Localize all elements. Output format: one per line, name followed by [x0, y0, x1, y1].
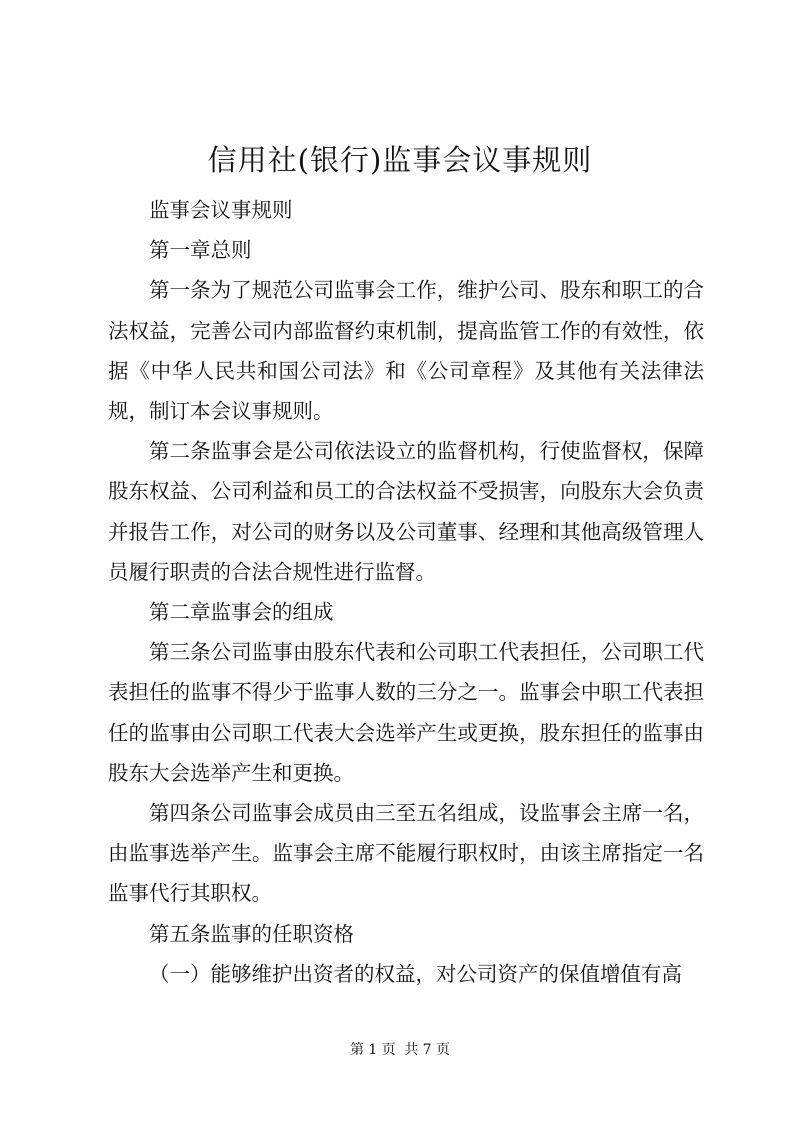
- page-number: 第 1 页: [349, 1042, 396, 1058]
- paragraph-article-5-item-1: （一）能够维护出资者的权益，对公司资产的保值增值有高: [149, 961, 682, 986]
- page-footer: [0, 1040, 800, 1060]
- page-total: 共 7 页: [404, 1042, 451, 1058]
- paragraph-article-5-heading: 第五条监事的任职资格: [149, 921, 354, 946]
- paragraph-chapter-1-heading: 第一章总则: [149, 238, 252, 263]
- paragraph-doc-subtitle: 监事会议事规则: [149, 198, 293, 222]
- paragraph-article-4: 第四条公司监事会成员由三至五名组成，设监事会主席一名，由监事选举产生。监事会主席不能履行职权时，由该主席指定一名监事代行其职权。: [108, 801, 704, 906]
- paragraph-article-1: 第一条为了规范公司监事会工作，维护公司、股东和职工的合法权益，完善公司内部监督约束机制，提高监管工作的有效性，依据《中华人民共和国公司法》和《公司章程》及其他有关法律法规，制订本会议事规则。: [108, 278, 704, 424]
- paragraph-article-2: 第二条监事会是公司依法设立的监督机构，行使监督权，保障股东权益、公司利益和员工的合法权益不受损害，向股东大会负责并报告工作，对公司的财务以及公司董事、经理和其他高级管理人员履行职责的合法合规性进行监督。: [108, 439, 704, 584]
- paragraph-article-3: 第三条公司监事由股东代表和公司职工代表担任，公司职工代表担任的监事不得少于监事人数的三分之一。监事会中职工代表担任的监事由公司职工代表大会选举产生或更换，股东担任的监事由股东大会选举产生和更换。: [108, 640, 704, 785]
- document-title: 信用社(银行)监事会议事规则: [207, 143, 593, 177]
- paragraph-chapter-2-heading: 第二章监事会的组成: [149, 600, 334, 625]
- document-body: [108, 190, 704, 994]
